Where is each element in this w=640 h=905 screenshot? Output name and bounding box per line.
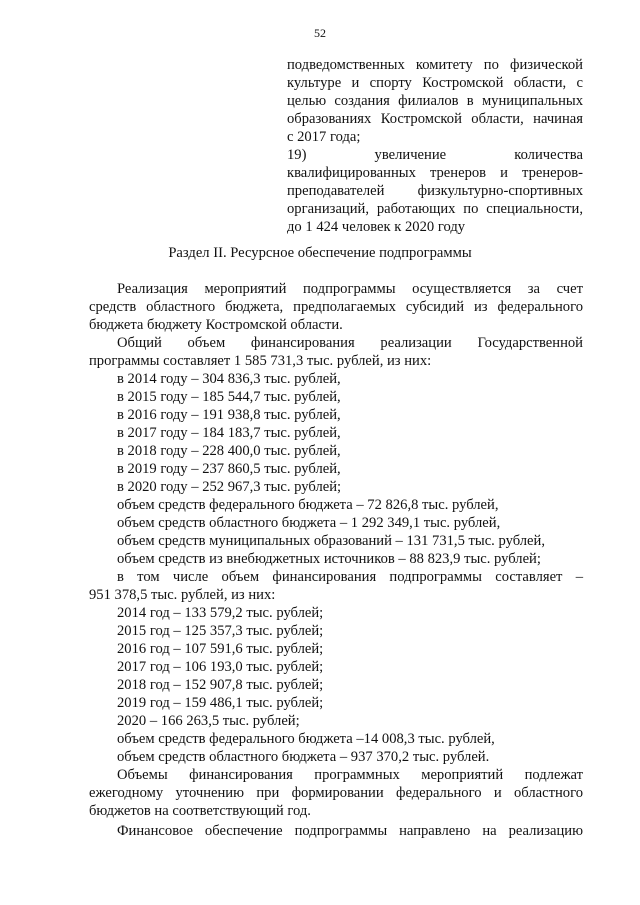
paragraph-line: средств областного бюджета, предполагаемых субсидий из федерального <box>89 299 583 315</box>
year-total-line: в 2020 году – 252 967,3 тыс. рублей; <box>117 479 342 495</box>
year-total-line: в 2019 году – 237 860,5 тыс. рублей, <box>117 461 341 477</box>
year-sub-line: 2014 год – 133 579,2 тыс. рублей; <box>117 605 324 621</box>
paragraph-line: ежегодному уточнению при формировании федерального и областного <box>89 785 583 801</box>
year-total-line: в 2017 году – 184 183,7 тыс. рублей, <box>117 425 341 441</box>
right-line: культуре и спорту Костромской области, с <box>287 75 583 91</box>
year-sub-line: 2017 год – 106 193,0 тыс. рублей; <box>117 659 324 675</box>
year-total-line: в 2016 году – 191 938,8 тыс. рублей, <box>117 407 341 423</box>
right-line: квалифицированных тренеров и тренеров- <box>287 165 583 181</box>
paragraph-line: бюджетов на соответствующий год. <box>89 803 311 819</box>
page-number: 52 <box>314 26 326 40</box>
right-line: до 1 424 человек к 2020 году <box>287 219 466 235</box>
right-column-text <box>287 56 583 236</box>
source-sub-line: объем средств федерального бюджета –14 008,3 тыс. рублей, <box>117 731 495 747</box>
paragraph-line: Реализация мероприятий подпрограммы осуществляется за счет <box>117 281 583 297</box>
right-line: 19) увеличение количества <box>287 147 583 163</box>
right-line: организаций, работающих по специальности, <box>287 201 583 217</box>
paragraph-line: бюджета бюджету Костромской области. <box>89 317 343 333</box>
paragraph-line: программы составляет 1 585 731,3 тыс. рублей, из них: <box>89 353 432 369</box>
year-sub-line: 2015 год – 125 357,3 тыс. рублей; <box>117 623 324 639</box>
right-line: преподавателей физкультурно-спортивных <box>287 183 583 199</box>
paragraph-line: Финансовое обеспечение подпрограммы направлено на реализацию <box>117 823 583 839</box>
year-sub-line: 2018 год – 152 907,8 тыс. рублей; <box>117 677 324 693</box>
year-sub-line: 2019 год – 159 486,1 тыс. рублей; <box>117 695 324 711</box>
paragraph-line: Общий объем финансирования реализации Государственной <box>117 335 583 351</box>
paragraph-line: Объемы финансирования программных мероприятий подлежат <box>117 767 583 783</box>
section-title: Раздел II. Ресурсное обеспечение подпрограммы <box>168 245 472 261</box>
right-line: целью создания филиалов в муниципальных <box>287 93 583 109</box>
source-total-line: объем средств муниципальных образований – 131 731,5 тыс. рублей, <box>117 533 545 549</box>
year-total-line: в 2015 году – 185 544,7 тыс. рублей, <box>117 389 341 405</box>
source-sub-line: объем средств областного бюджета – 937 370,2 тыс. рублей. <box>117 749 490 765</box>
paragraph-line: в том числе объем финансирования подпрограммы составляет – <box>117 569 583 585</box>
source-total-line: объем средств федерального бюджета – 72 826,8 тыс. рублей, <box>117 497 499 513</box>
right-line: подведомственных комитету по физической <box>287 57 583 73</box>
body-text <box>89 280 583 840</box>
source-total-line: объем средств областного бюджета – 1 292 349,1 тыс. рублей, <box>117 515 501 531</box>
paragraph-line: 951 378,5 тыс. рублей, из них: <box>89 587 276 603</box>
year-sub-line: 2020 – 166 263,5 тыс. рублей; <box>117 713 300 729</box>
source-total-line: объем средств из внебюджетных источников – 88 823,9 тыс. рублей; <box>117 551 541 567</box>
year-total-line: в 2014 году – 304 836,3 тыс. рублей, <box>117 371 341 387</box>
right-line: с 2017 года; <box>287 129 361 145</box>
right-line: образованиях Костромской области, начиная <box>287 111 583 127</box>
year-sub-line: 2016 год – 107 591,6 тыс. рублей; <box>117 641 324 657</box>
year-total-line: в 2018 году – 228 400,0 тыс. рублей, <box>117 443 341 459</box>
